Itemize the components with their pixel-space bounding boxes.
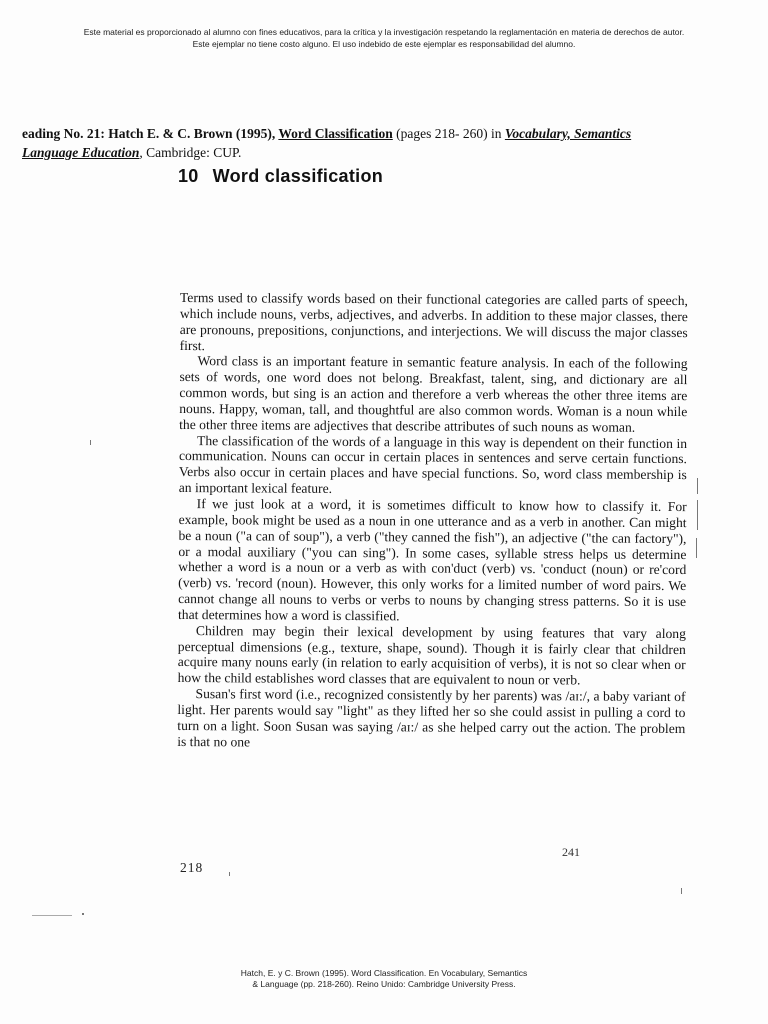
copyright-notice	[0, 26, 768, 50]
reference-book-title-part-2: Language Education	[22, 145, 140, 160]
stamped-page-number: 241	[562, 845, 580, 859]
copyright-notice-line-1: Este material es proporcionado al alumno con fines educativos, para la crítica y la investigación respetando la reglamentación en materia de derechos de autor.	[83, 27, 685, 37]
paragraph: Children may begin their lexical development by using features that vary along perceptual dimensions (e.g., texture, shape, sound). Though it is fairly clear that children acquire many nouns early (in relation to early acquisition of verbs), it is not so clear when or how the child establishes word classes that are equivalent to noun or verb.	[177, 622, 686, 688]
scan-mark	[696, 538, 697, 558]
chapter-heading	[178, 166, 383, 187]
chapter-title: Word classification	[212, 166, 384, 186]
paragraph: Terms used to classify words based on their functional categories are called parts of speech, which include nouns, verbs, adjectives, and adverbs. In addition to these major classes, there are pronouns, prepositions, conjunctions, and interjections. We will discuss the major classes first.	[179, 290, 688, 353]
scan-mark	[697, 478, 698, 494]
reference-book-title-part-1: Vocabulary, Semantics	[504, 126, 632, 141]
reading-reference	[22, 124, 742, 162]
footer-line-2: & Language (pp. 218-260). Reino Unido: Cambridge University Press.	[252, 979, 516, 989]
scan-mark	[229, 872, 230, 876]
reference-publisher: , Cambridge: CUP.	[139, 145, 242, 160]
footer-line-1: Hatch, E. y C. Brown (1995). Word Classification. En Vocabulary, Semantics	[240, 968, 528, 978]
reference-prefix: eading No. 21: Hatch E. & C. Brown (1995),	[22, 126, 279, 141]
chapter-number: 10	[178, 166, 199, 186]
body-text	[177, 290, 688, 753]
paragraph: If we just look at a word, it is sometimes difficult to know how to classify it. For example, book might be used as a noun in one utterance and as a verb in another. Can might be a noun ("a can of soup"), a verb ("they canned the fish"), an adjective ("the can factory"), or a modal auxiliary ("you can sing"). In some cases, syllable stress helps us determine whether a word is a noun or a verb as with con'duct (verb) vs. 'conduct (noun) or re'cord (verb) vs. 'record (noun). However, this only works for a limited number of word pairs. We cannot change all nouns to verbs or verbs to nouns by changing stress patterns. So it is use that determines how a word is classified.	[177, 496, 687, 624]
scan-mark	[697, 500, 698, 530]
paragraph: Word class is an important feature in semantic feature analysis. In each of the following sets of words, one word does not belong. Breakfast, talent, sing, and dictionary are all common words, but sing is an action and therefore a verb whereas the other three items are nouns. Happy, woman, tall, and thoughtful are also common words. Woman is a noun while the other three items are adjectives that describe attributes of such nouns as woman.	[179, 353, 688, 435]
paragraph: Susan's first word (i.e., recognized consistently by her parents) was /aɪ:/, a baby variant of light. Her parents would say "light" as they lifted her so she could assist in pulling a cord to turn on a light. Soon Susan was saying /aɪ:/ as she helped carry out the action. The problem is that no one	[177, 686, 686, 750]
copyright-notice-line-2: Este ejemplar no tiene costo alguno. El uso indebido de este ejemplar es responsabilidad del alumno.	[192, 39, 576, 49]
reference-chapter: Word Classification	[278, 126, 393, 141]
paragraph: The classification of the words of a language in this way is dependent on their function in communication. Nouns can occur in certain places in sentences and serve certain functions. Verbs also occur in certain places and have special functions. So, word class membership is an important lexical feature.	[178, 432, 688, 497]
scan-mark	[32, 915, 72, 916]
scan-mark	[82, 913, 84, 915]
reference-line-2	[22, 143, 742, 162]
scan-mark	[681, 888, 682, 894]
footer-citation	[0, 968, 768, 990]
reference-line-1	[22, 124, 742, 143]
scan-mark	[90, 440, 91, 445]
page-number: 218	[180, 860, 204, 875]
reference-pages: (pages 218- 260) in	[392, 126, 505, 141]
